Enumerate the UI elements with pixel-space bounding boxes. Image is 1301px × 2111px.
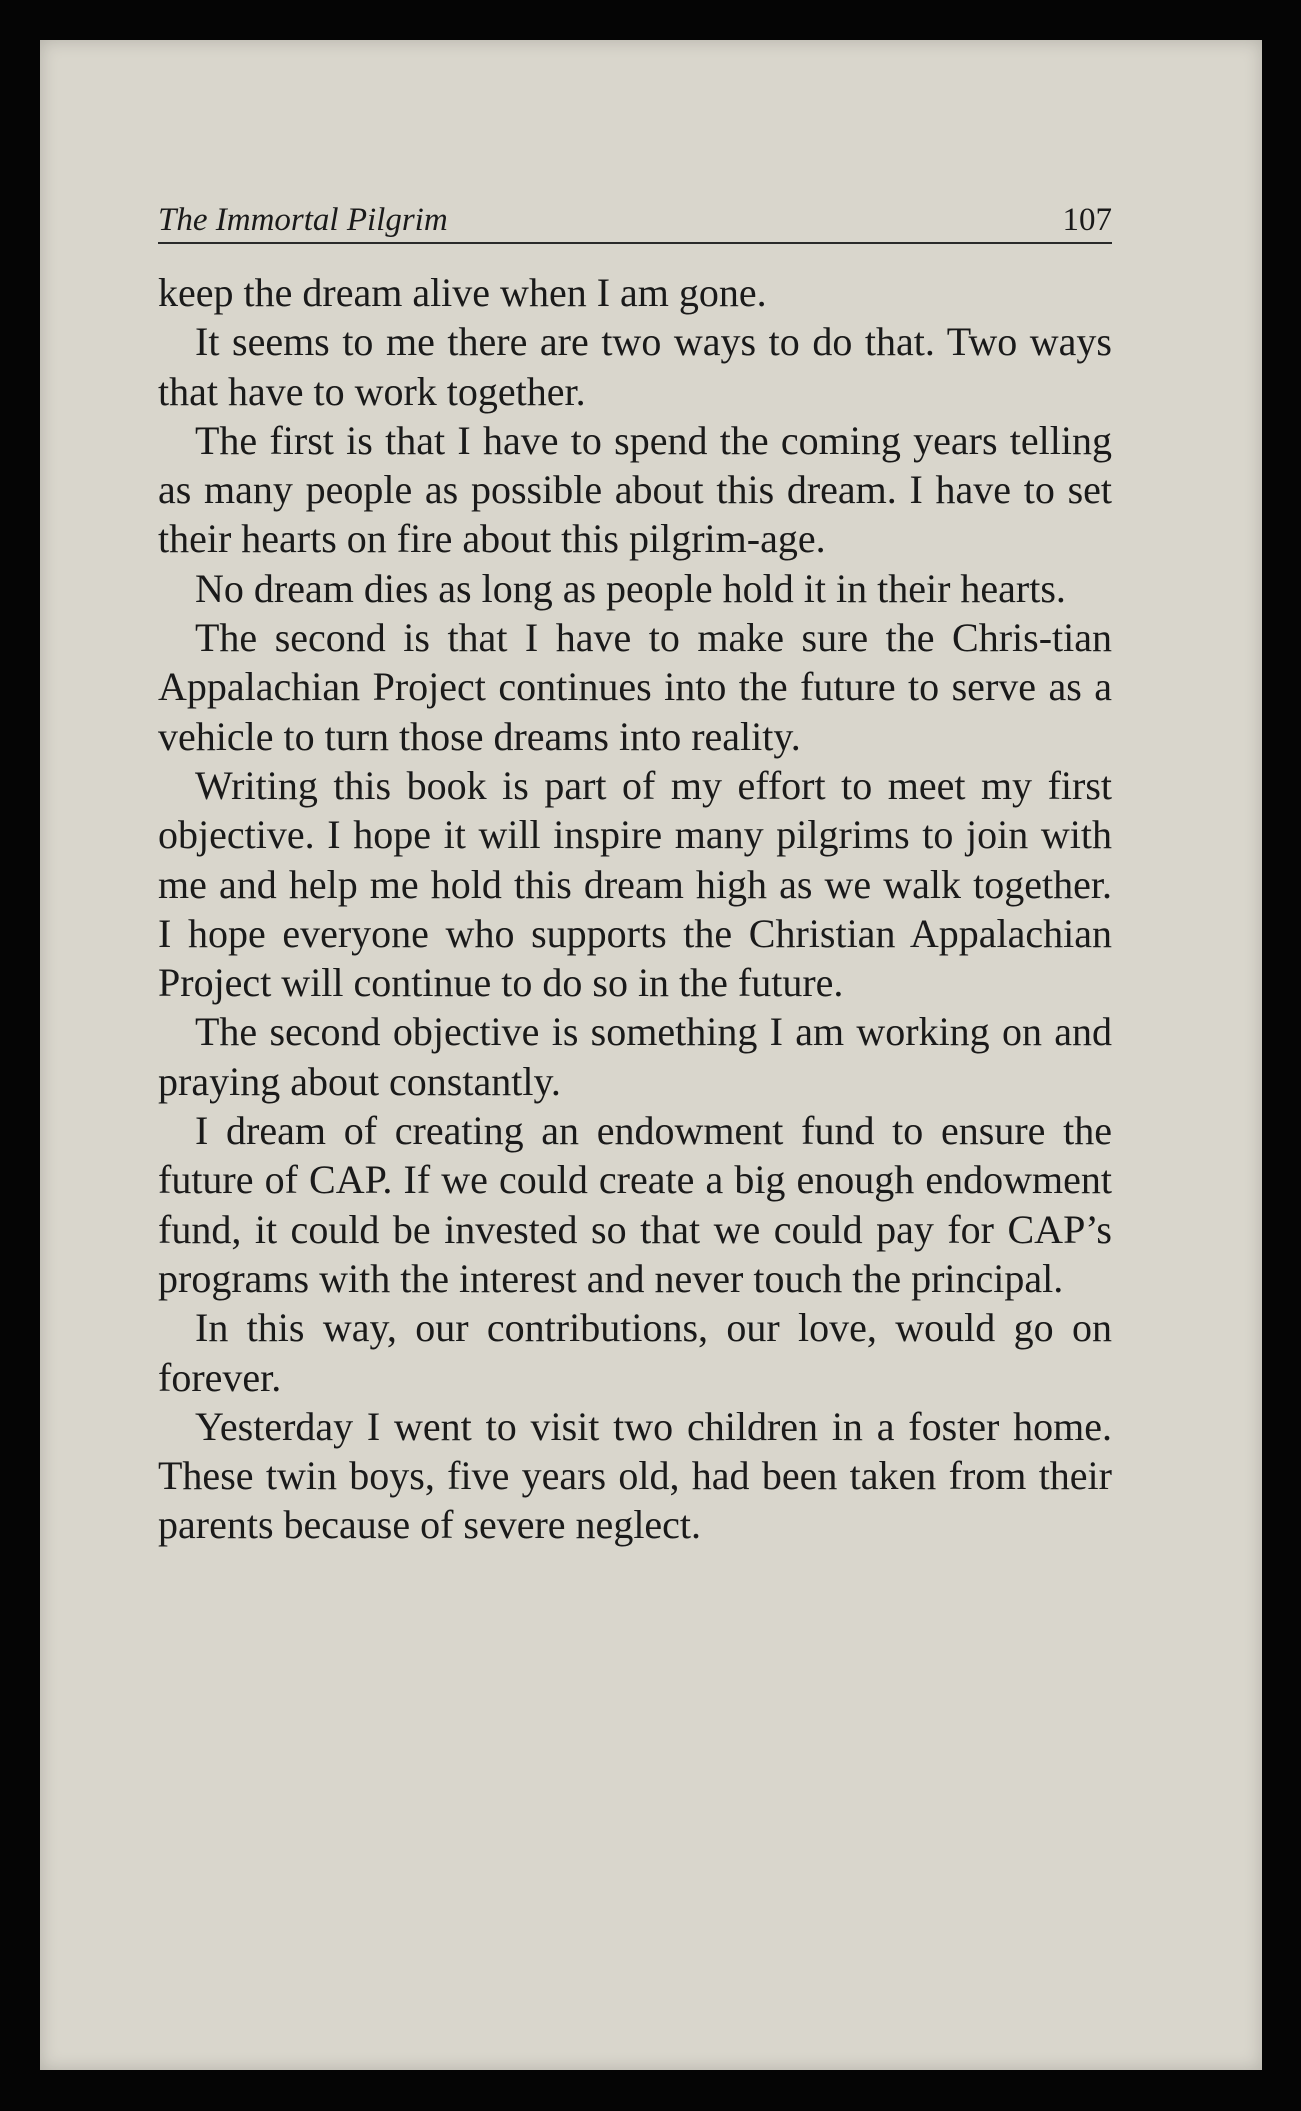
book-title: The Immortal Pilgrim (158, 202, 448, 238)
paragraph: I dream of creating an endowment fund to ensure the future of CAP. If we could create a big enough endowment fund, it could be invested so that we could pay for CAP’s programs with the interest and never touch the principal. (158, 1108, 1112, 1301)
running-header (158, 202, 1112, 244)
paragraph: It seems to me there are two ways to do that. Two ways that have to work together. (158, 319, 1112, 414)
paragraph: No dream dies as long as people hold it in their hearts. (195, 565, 1066, 611)
paragraph: The first is that I have to spend the coming years telling as many people as possible about this dream. I have to set their hearts on fire about this pilgrim-age. (158, 417, 1112, 562)
paragraph: In this way, our contributions, our love, would go on forever. (158, 1305, 1112, 1400)
paragraph: The second is that I have to make sure the Chris-tian Appalachian Project continues into the future to serve as a vehicle to turn those dreams into reality. (158, 615, 1112, 759)
paragraph: Writing this book is part of my effort to meet my first objective. I hope it will inspire many pilgrims to join with me and help me hold this dream high as we walk together. I hope everyone who supports the Christian Appalachian Project will continue to do so in the future. (158, 762, 1112, 1006)
paragraph: Yesterday I went to visit two children in a foster home. These twin boys, five years old, had been taken from their parents because of severe neglect. (158, 1403, 1112, 1548)
body-text (158, 268, 1112, 1550)
paragraph: The second objective is something I am working on and praying about constantly. (158, 1009, 1112, 1104)
paragraph: keep the dream alive when I am gone. (158, 270, 767, 315)
page-number: 107 (1062, 202, 1112, 238)
